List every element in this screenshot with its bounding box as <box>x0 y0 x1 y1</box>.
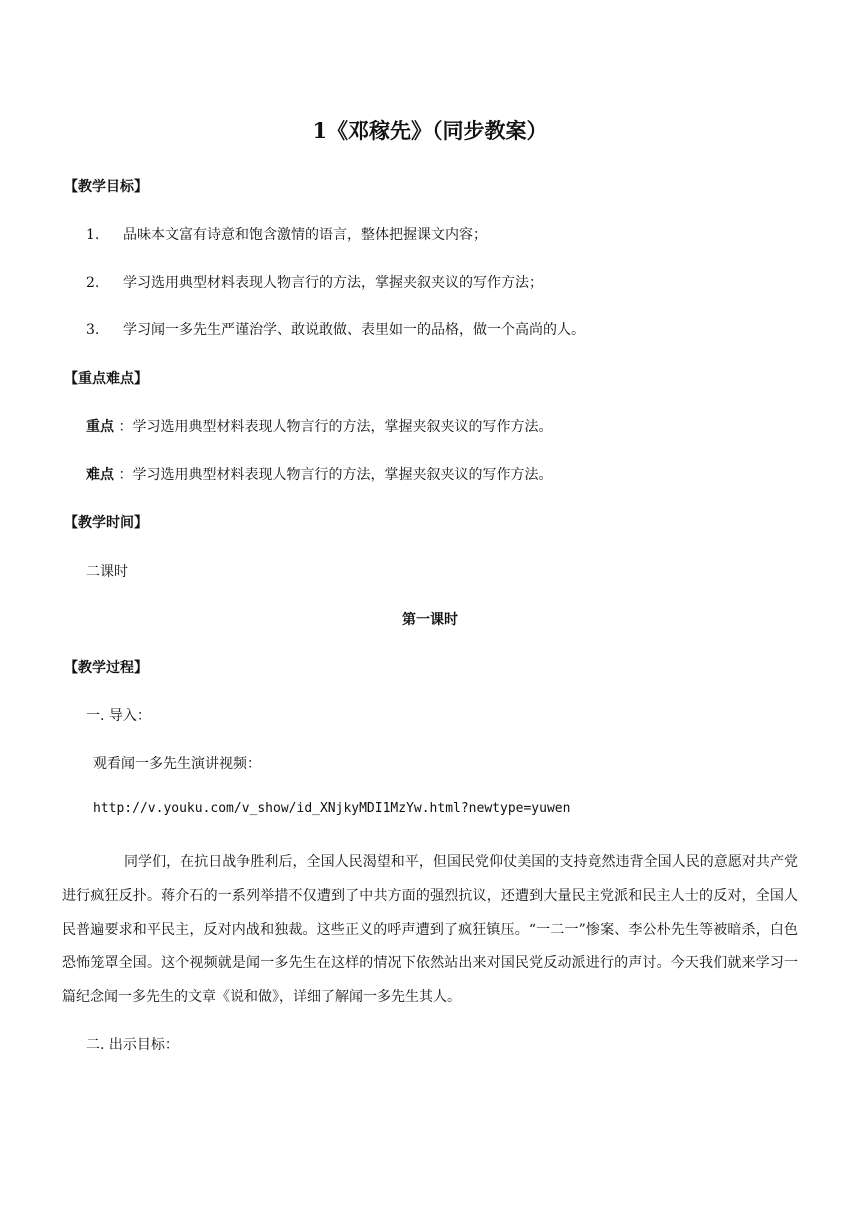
difficult-point-label: 难点 <box>86 467 114 483</box>
intro-heading: 一. 导入： <box>86 708 151 724</box>
teaching-process-heading: 【教学过程】 <box>64 660 148 676</box>
intro-paragraph: 同学们，在抗日战争胜利后，全国人民渴望和平，但国民党仰仗美国的支持竟然违背全国人民的意愿对共产党进行疯狂反扑。蒋介石的一系列举措不仅遭到了中共方面的强烈抗议，还遭到大量民主党派和民主人士的反对，全国人民普遍要求和平民主，反对内战和独裁。这些正义的呼声遭到了疯狂镇压。“一二一”惨案、李公朴先生等被暗杀，白色恐怖笼罩全国。这个视频就是闻一多先生在这样的情况下依然站出来对国民党反动派进行的声讨。今天我们就来学习一篇纪念闻一多先生的文章《说和做》，详细了解闻一多先生其人。 <box>62 854 798 1006</box>
teaching-time-heading: 【教学时间】 <box>64 515 148 531</box>
key-point-text: ：学习选用典型材料表现人物言行的方法，掌握夹叙夹议的写作方法。 <box>114 419 553 435</box>
goal-item-3 <box>86 319 585 339</box>
goal-item-1 <box>86 224 487 244</box>
key-point-line <box>86 416 552 436</box>
goal-number: 3. <box>86 322 100 338</box>
show-goals-heading: 二. 出示目标： <box>86 1037 179 1053</box>
difficult-point-text: ：学习选用典型材料表现人物言行的方法，掌握夹叙夹议的写作方法。 <box>114 467 553 483</box>
goal-text: 学习选用典型材料表现人物言行的方法，掌握夹叙夹议的写作方法； <box>123 275 543 291</box>
goal-text: 品味本文富有诗意和饱含激情的语言，整体把握课文内容； <box>123 227 487 243</box>
teaching-goals-heading: 【教学目标】 <box>64 179 148 195</box>
teaching-time-text: 二课时 <box>86 564 128 580</box>
goal-item-2 <box>86 272 543 292</box>
goal-number: 2. <box>86 275 100 291</box>
video-caption: 观看闻一多先生演讲视频： <box>93 756 261 772</box>
goal-number: 1. <box>86 227 100 243</box>
document-title: 1《邓稼先》（同步教案） <box>312 118 548 143</box>
key-point-label: 重点 <box>86 419 114 435</box>
goal-text: 学习闻一多先生严谨治学、敢说敢做、表里如一的品格，做一个高尚的人。 <box>123 322 585 338</box>
key-difficult-heading: 【重点难点】 <box>64 371 148 387</box>
lesson-title: 第一课时 <box>402 612 458 628</box>
difficult-point-line <box>86 464 552 484</box>
video-link[interactable]: http://v.youku.com/v_show/id_XNjkyMDI1MzYw.html?newtype=yuwen <box>93 801 571 816</box>
